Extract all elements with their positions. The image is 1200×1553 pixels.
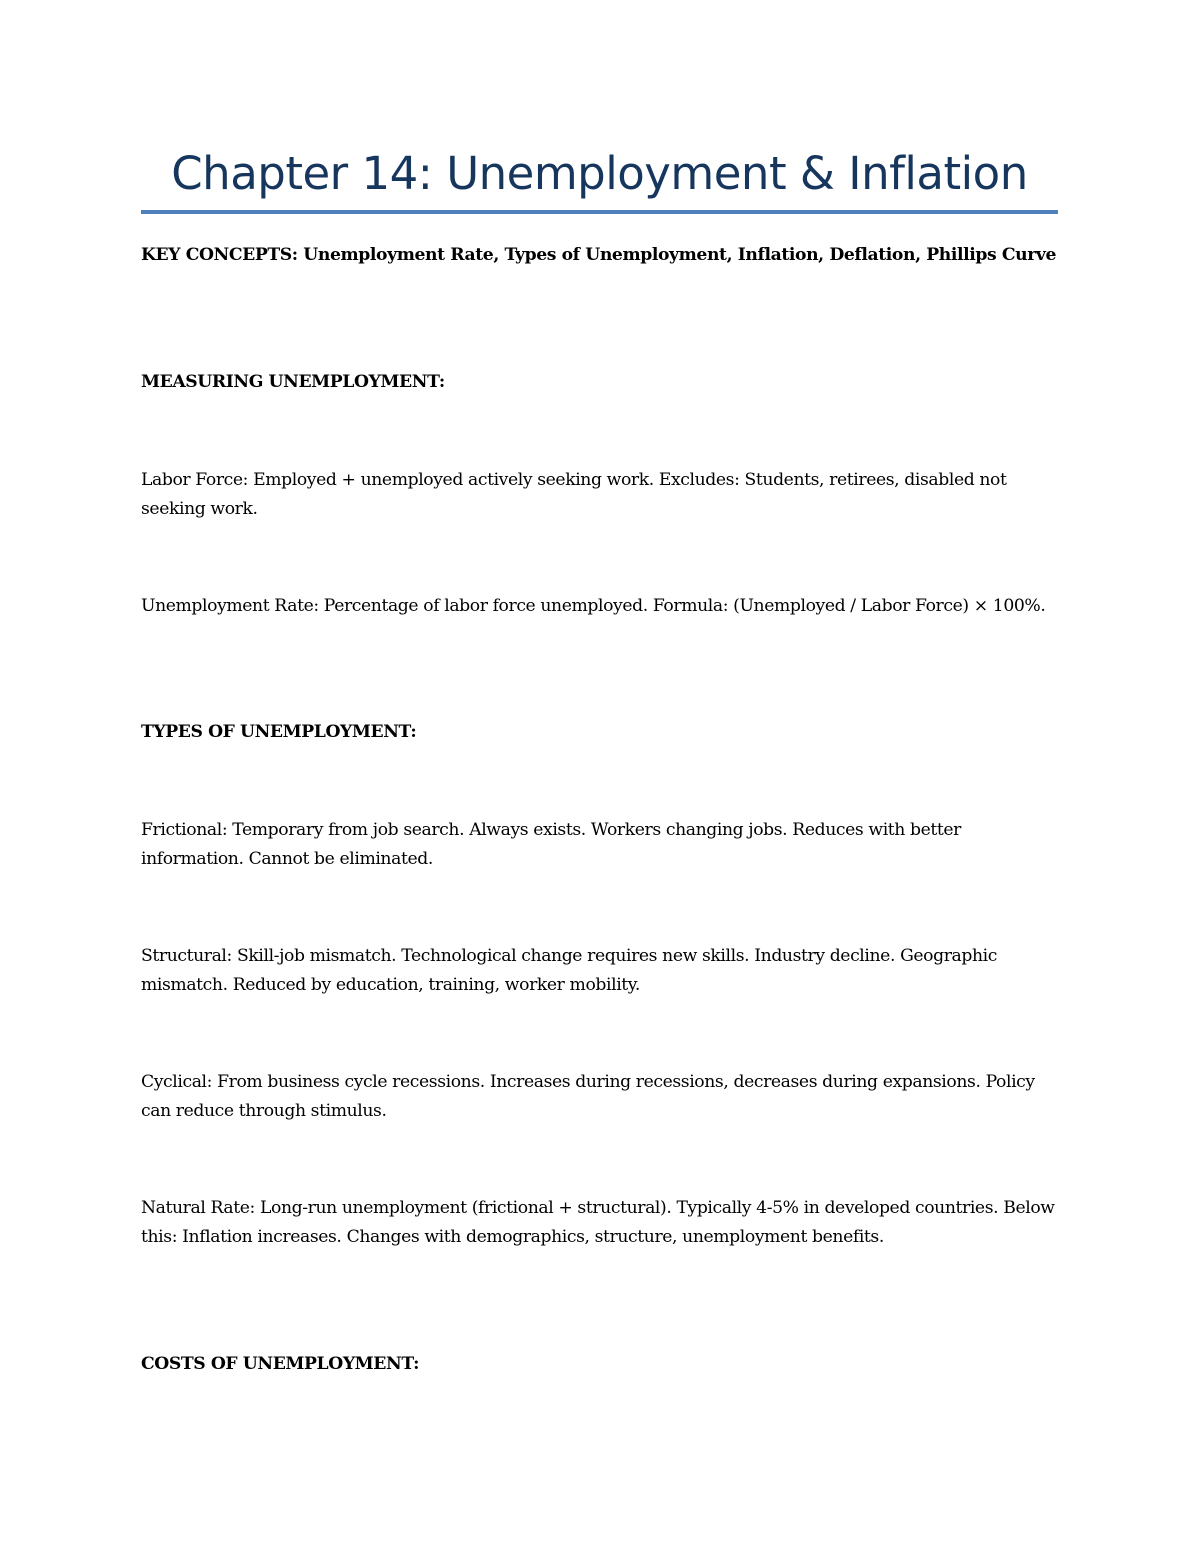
section-heading-costs: COSTS OF UNEMPLOYMENT: — [141, 1354, 420, 1374]
page-title: Chapter 14: Unemployment & Inflation — [171, 147, 1028, 200]
frictional-paragraph: Frictional: Temporary from job search. Always exists. Workers changing jobs. Reduces with better information. Cannot be eliminated. — [141, 820, 962, 869]
title-underline — [141, 210, 1058, 214]
unemployment-rate-paragraph: Unemployment Rate: Percentage of labor force unemployed. Formula: (Unemployed / Labor Force) × 100%. — [141, 596, 1046, 616]
key-concepts: KEY CONCEPTS: Unemployment Rate, Types of Unemployment, Inflation, Deflation, Phillips Curve — [141, 245, 1057, 265]
section-heading-types: TYPES OF UNEMPLOYMENT: — [141, 722, 417, 742]
cyclical-paragraph: Cyclical: From business cycle recessions. Increases during recessions, decreases during expansions. Policy can reduce through stimulus. — [141, 1072, 1035, 1121]
natural-rate-paragraph: Natural Rate: Long-run unemployment (frictional + structural). Typically 4-5% in developed countries. Below this: Inflation increases. Changes with demographics, structure, unemployment benefits. — [141, 1198, 1055, 1247]
labor-force-paragraph: Labor Force: Employed + unemployed actively seeking work. Excludes: Students, retirees, disabled not seeking work. — [141, 470, 1007, 519]
structural-paragraph: Structural: Skill-job mismatch. Technological change requires new skills. Industry decline. Geographic mismatch. Reduced by education, training, worker mobility. — [141, 946, 997, 995]
section-heading-measuring: MEASURING UNEMPLOYMENT: — [141, 372, 445, 392]
